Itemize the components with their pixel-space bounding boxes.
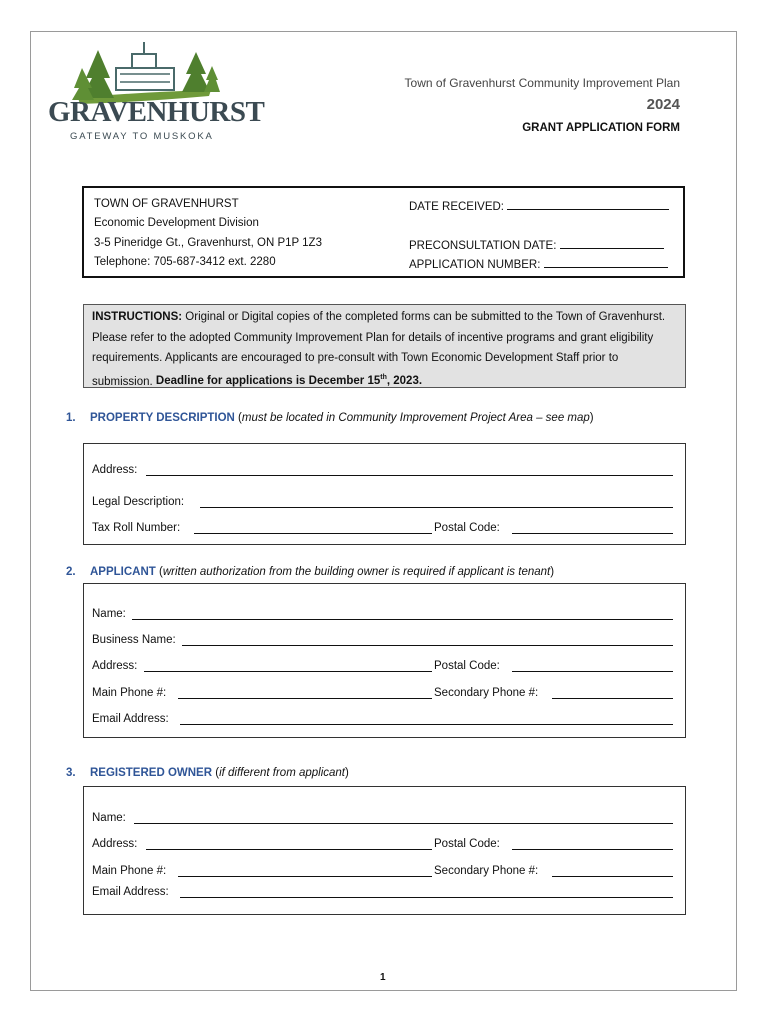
applicant-postal-label: Postal Code: xyxy=(434,660,500,672)
property-address-label: Address: xyxy=(92,464,138,476)
owner-secondary-phone-label: Secondary Phone #: xyxy=(434,865,539,877)
applicant-name-label: Name: xyxy=(92,608,126,620)
instructions-box xyxy=(83,304,686,388)
applicant-address-field[interactable] xyxy=(144,671,432,672)
owner-secondary-phone-field[interactable] xyxy=(552,876,673,877)
property-address-field[interactable] xyxy=(146,475,673,476)
applicant-secondary-phone-field[interactable] xyxy=(552,698,673,699)
tax-roll-field[interactable] xyxy=(194,533,432,534)
property-box xyxy=(83,443,686,545)
office-use-box xyxy=(82,186,685,278)
form-title: GRANT APPLICATION FORM xyxy=(522,122,680,134)
owner-address-label: Address: xyxy=(92,838,138,850)
owner-main-phone-label: Main Phone #: xyxy=(92,865,167,877)
owner-postal-label: Postal Code: xyxy=(434,838,500,850)
section-owner-title: 3. REGISTERED OWNER (if different from applicant) xyxy=(66,767,349,779)
section-property-title: 1. PROPERTY DESCRIPTION (must be located in Community Improvement Project Area – see map) xyxy=(66,412,594,424)
section-note: must be located in Community Improvement Project Area – see map xyxy=(241,412,590,424)
property-postal-field[interactable] xyxy=(512,533,673,534)
section-label: APPLICANT xyxy=(90,566,156,578)
applicant-main-phone-label: Main Phone #: xyxy=(92,687,167,699)
applicant-name-field[interactable] xyxy=(132,619,673,620)
date-received-label: DATE RECEIVED: xyxy=(409,201,504,213)
date-received-field[interactable] xyxy=(507,198,669,210)
instructions-label: INSTRUCTIONS: xyxy=(92,311,183,323)
owner-box xyxy=(83,786,686,915)
logo-wordmark: GRAVENHURST xyxy=(48,96,265,128)
instructions-deadline: Deadline for applications is December 15 xyxy=(155,375,381,388)
section-applicant-title: 2. APPLICANT (written authorization from the building owner is required if applicant is tenant) xyxy=(66,566,555,578)
instructions-text: Original or Digital copies of the completed forms can be submitted to the Town of Gravenhurst. Please refer to the adopted Community Improvement Plan for details of incentive programs and grant eligibility requirements. Applicants are encouraged to pre-consult with Town Economic Development Staff prior to submission. xyxy=(92,311,666,388)
owner-name-label: Name: xyxy=(92,812,126,824)
applicant-email-label: Email Address: xyxy=(92,713,169,725)
logo-tagline: GATEWAY TO MUSKOKA xyxy=(70,131,214,142)
section-number: 1. xyxy=(66,412,76,424)
section-number: 2. xyxy=(66,566,76,578)
applicant-main-phone-field[interactable] xyxy=(178,698,432,699)
office-division: Economic Development Division xyxy=(94,217,259,229)
legal-description-field[interactable] xyxy=(200,507,673,508)
page-number: 1 xyxy=(380,972,386,983)
applicant-address-label: Address: xyxy=(92,660,138,672)
owner-postal-field[interactable] xyxy=(512,849,673,850)
application-number-label: APPLICATION NUMBER: xyxy=(409,259,541,271)
section-label: PROPERTY DESCRIPTION xyxy=(90,412,235,424)
section-label: REGISTERED OWNER xyxy=(90,767,213,779)
preconsultation-date-label: PRECONSULTATION DATE: xyxy=(409,240,557,252)
plan-title: Town of Gravenhurst Community Improvement Plan xyxy=(404,76,680,90)
deadline-superscript: th xyxy=(380,374,387,382)
business-name-field[interactable] xyxy=(182,645,673,646)
applicant-secondary-phone-label: Secondary Phone #: xyxy=(434,687,539,699)
office-telephone: Telephone: 705-687-3412 ext. 2280 xyxy=(94,256,276,268)
owner-address-field[interactable] xyxy=(146,849,432,850)
owner-email-field[interactable] xyxy=(180,897,673,898)
owner-main-phone-field[interactable] xyxy=(178,876,432,877)
business-name-label: Business Name: xyxy=(92,634,176,646)
section-note: written authorization from the building owner is required if applicant is tenant xyxy=(162,566,551,578)
office-address: 3-5 Pineridge Gt., Gravenhurst, ON P1P 1Z3 xyxy=(94,237,322,249)
applicant-postal-field[interactable] xyxy=(512,671,673,672)
applicant-box xyxy=(83,583,686,738)
deadline-end: , 2023. xyxy=(386,375,423,388)
section-number: 3. xyxy=(66,767,76,779)
legal-description-label: Legal Description: xyxy=(92,496,185,508)
owner-name-field[interactable] xyxy=(134,823,673,824)
applicant-email-field[interactable] xyxy=(180,724,673,725)
form-year: 2024 xyxy=(646,96,680,113)
office-name: TOWN OF GRAVENHURST xyxy=(94,198,239,210)
preconsultation-date-field[interactable] xyxy=(560,237,664,249)
owner-email-label: Email Address: xyxy=(92,886,169,898)
section-note: if different from applicant xyxy=(219,767,345,779)
tax-roll-label: Tax Roll Number: xyxy=(92,522,181,534)
application-number-field[interactable] xyxy=(544,256,668,268)
property-postal-label: Postal Code: xyxy=(434,522,500,534)
